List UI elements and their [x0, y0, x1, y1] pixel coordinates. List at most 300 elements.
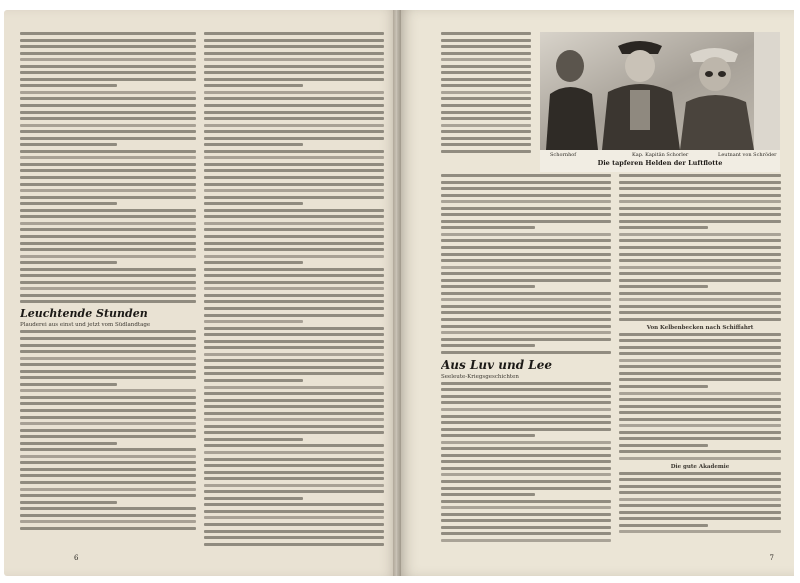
text-line [619, 333, 781, 336]
text-line [441, 331, 611, 334]
text-line [20, 376, 196, 379]
text-line [619, 233, 781, 236]
text-line [441, 246, 611, 249]
text-line [20, 383, 117, 386]
text-line [441, 526, 611, 529]
text-line [619, 511, 781, 514]
text-line [204, 431, 384, 434]
text-line [20, 189, 196, 192]
text-line [204, 536, 384, 539]
photo-caption-left: Schornhof [550, 152, 577, 158]
text-line [20, 78, 196, 81]
text-line [441, 124, 531, 127]
text-line [20, 435, 196, 438]
magazine-spread [4, 10, 794, 576]
text-line [20, 183, 196, 186]
text-line [20, 137, 196, 140]
text-line [619, 200, 781, 203]
text-line [20, 222, 196, 225]
text-line [441, 467, 611, 470]
text-line [619, 253, 781, 256]
text-line [20, 409, 196, 412]
text-line [20, 442, 117, 445]
text-line [441, 117, 531, 120]
text-line [20, 130, 196, 133]
text-line [619, 339, 781, 342]
photo-block [540, 32, 780, 172]
text-line [20, 255, 196, 258]
text-line [204, 294, 384, 297]
text-line [619, 385, 708, 388]
text-line [20, 65, 196, 68]
text-line [619, 187, 781, 190]
text-line [20, 287, 196, 290]
page-number-left: 6 [74, 554, 79, 562]
text-line [441, 65, 531, 68]
text-line [20, 169, 196, 172]
text-line [619, 359, 781, 362]
text-line [441, 279, 611, 282]
text-line [204, 471, 384, 474]
text-line [441, 460, 611, 463]
text-line [441, 78, 531, 81]
text-line [619, 372, 781, 375]
text-line [20, 300, 196, 303]
text-line [441, 52, 531, 55]
text-line [204, 117, 384, 120]
text-line [204, 516, 384, 519]
text-line [441, 519, 611, 522]
text-line [441, 285, 535, 288]
text-line [441, 45, 531, 48]
text-line [20, 344, 196, 347]
text-line [441, 130, 531, 133]
photo-caption-right: Leutnant von Schröder [718, 152, 777, 158]
text-line [619, 246, 781, 249]
text-line [20, 91, 196, 94]
text-line [619, 226, 708, 229]
left-page [4, 10, 397, 576]
text-line [204, 130, 384, 133]
text-line [204, 39, 384, 42]
text-line [204, 242, 384, 245]
left-page-column-2 [204, 32, 384, 549]
text-line [204, 386, 384, 389]
text-line [20, 501, 117, 504]
text-line [619, 392, 781, 395]
text-line [619, 266, 781, 269]
text-line [204, 451, 384, 454]
text-line [20, 156, 196, 159]
text-line [204, 503, 384, 506]
text-line [20, 337, 196, 340]
text-line [441, 311, 611, 314]
photo-caption-middle: Kap. Kapitän Schorler [632, 152, 689, 158]
right-page-column-2 [619, 174, 781, 537]
text-line [619, 311, 781, 314]
text-line [441, 338, 611, 341]
text-line [20, 97, 196, 100]
text-line [441, 39, 531, 42]
text-line [204, 189, 384, 192]
text-line [619, 398, 781, 401]
text-line [20, 143, 117, 146]
text-line [204, 202, 303, 205]
text-line [441, 272, 611, 275]
text-line [20, 448, 196, 451]
text-line [441, 325, 611, 328]
text-line [441, 305, 611, 308]
text-line [204, 97, 384, 100]
text-line [441, 318, 611, 321]
text-line [441, 487, 611, 490]
text-line [204, 392, 384, 395]
text-line [441, 421, 611, 424]
text-line [20, 163, 196, 166]
text-line [619, 220, 781, 223]
text-line [204, 477, 384, 480]
text-line [204, 143, 303, 146]
text-line [619, 365, 781, 368]
text-line [441, 32, 531, 35]
text-line [619, 491, 781, 494]
text-line [619, 285, 708, 288]
text-line [20, 422, 196, 425]
text-line [619, 478, 781, 481]
text-line [619, 431, 781, 434]
text-line [441, 428, 611, 431]
text-line [204, 458, 384, 461]
section-heading-1: Von Kelbenbecken nach Schiffahrt [646, 324, 754, 331]
text-line [619, 485, 781, 488]
text-line [204, 183, 384, 186]
text-line [204, 111, 384, 114]
text-line [204, 307, 384, 310]
text-line [20, 32, 196, 35]
text-line [441, 181, 611, 184]
text-line [441, 441, 611, 444]
text-line [20, 39, 196, 42]
text-line [20, 520, 196, 523]
right-page-column-1 [441, 174, 611, 545]
text-line [20, 228, 196, 231]
text-line [441, 150, 531, 153]
text-line [441, 473, 611, 476]
text-line [441, 298, 611, 301]
text-line [20, 527, 196, 530]
text-line [204, 163, 384, 166]
headline-subtitle: Plauderei aus einst und jetzt vom Südlandtage [20, 322, 151, 329]
text-line [20, 150, 196, 153]
text-line [619, 207, 781, 210]
text-line [204, 320, 303, 323]
text-line [441, 401, 611, 404]
page-number-right: 7 [769, 554, 774, 562]
text-line [204, 71, 384, 74]
text-line [20, 455, 196, 458]
text-line [619, 279, 781, 282]
text-line [204, 438, 303, 441]
text-line [619, 524, 708, 527]
text-line [619, 181, 781, 184]
text-line [204, 124, 384, 127]
headline-aus-luv-und-lee: Aus Luv und Lee [441, 357, 553, 372]
text-line [20, 215, 196, 218]
text-line [204, 340, 384, 343]
text-line [20, 389, 196, 392]
text-line [619, 259, 781, 262]
group-photograph [540, 32, 780, 150]
text-line [20, 402, 196, 405]
text-line [441, 253, 611, 256]
text-line [619, 418, 781, 421]
photo-title: Die tapferen Helden der Luftflotte [597, 159, 723, 167]
text-line [20, 294, 196, 297]
text-line [204, 425, 384, 428]
text-line [619, 411, 781, 414]
text-line [204, 222, 384, 225]
text-line [204, 484, 384, 487]
text-line [619, 450, 781, 453]
text-line [20, 396, 196, 399]
text-line [20, 124, 196, 127]
photograph-figures [540, 32, 780, 150]
text-line [204, 261, 303, 264]
text-line [204, 543, 384, 546]
text-line [441, 266, 611, 269]
text-line [20, 104, 196, 107]
text-line [20, 363, 196, 366]
text-line [204, 497, 303, 500]
text-line [619, 194, 781, 197]
text-line [619, 346, 781, 349]
text-line [441, 506, 611, 509]
text-line [20, 514, 196, 517]
text-line [20, 111, 196, 114]
text-line [619, 292, 781, 295]
headline-leuchtende-stunden: Leuchtende Stunden [20, 307, 148, 321]
text-line [441, 454, 611, 457]
text-line [441, 174, 611, 177]
text-line [441, 143, 531, 146]
text-line [20, 84, 117, 87]
text-line [20, 261, 117, 264]
text-line [619, 174, 781, 177]
text-line [441, 233, 611, 236]
text-line [204, 58, 384, 61]
text-line [441, 97, 531, 100]
text-line [204, 248, 384, 251]
text-line [204, 314, 384, 317]
text-line [204, 228, 384, 231]
text-line [441, 408, 611, 411]
text-line [441, 200, 611, 203]
text-line [204, 104, 384, 107]
text-line [204, 235, 384, 238]
text-line [619, 444, 708, 447]
text-line [204, 78, 384, 81]
text-line [441, 539, 611, 542]
text-line [441, 220, 611, 223]
text-line [441, 207, 611, 210]
text-line [619, 472, 781, 475]
text-line [20, 71, 196, 74]
text-line [204, 523, 384, 526]
text-line [20, 176, 196, 179]
text-line [441, 137, 531, 140]
text-line [619, 437, 781, 440]
text-line [20, 202, 117, 205]
text-line [204, 169, 384, 172]
section-heading-2: Die gute Akademie [670, 463, 730, 470]
text-line [441, 71, 531, 74]
text-line [20, 507, 196, 510]
text-line [441, 382, 611, 385]
text-line [441, 415, 611, 418]
book-gutter [393, 10, 401, 576]
text-line [20, 481, 196, 484]
text-line [204, 464, 384, 467]
text-line [619, 457, 781, 460]
text-line [619, 213, 781, 216]
text-line [441, 351, 611, 354]
text-line [204, 150, 384, 153]
text-line [204, 32, 384, 35]
text-line [204, 405, 384, 408]
text-line [20, 235, 196, 238]
text-line [20, 416, 196, 419]
text-line [204, 52, 384, 55]
text-line [441, 493, 535, 496]
text-line [619, 305, 781, 308]
text-line [619, 352, 781, 355]
text-line [20, 209, 196, 212]
text-line [441, 259, 611, 262]
text-line [20, 461, 196, 464]
text-line [441, 480, 611, 483]
text-line [204, 274, 384, 277]
text-line [441, 194, 611, 197]
text-line [619, 504, 781, 507]
text-line [619, 498, 781, 501]
headline-2-subtitle: Seeleute-Kriegsgeschichten [441, 373, 519, 380]
text-line [204, 65, 384, 68]
text-line [204, 327, 384, 330]
text-line [441, 91, 531, 94]
text-line [20, 52, 196, 55]
text-line [441, 111, 531, 114]
text-line [20, 488, 196, 491]
text-line [441, 395, 611, 398]
text-line [204, 281, 384, 284]
text-line [441, 513, 611, 516]
text-line [619, 298, 781, 301]
text-line [20, 281, 196, 284]
text-line [619, 318, 781, 321]
text-line [204, 490, 384, 493]
text-line [204, 196, 384, 199]
text-line [619, 424, 781, 427]
text-line [619, 530, 781, 533]
text-line [20, 268, 196, 271]
text-line [204, 346, 384, 349]
text-line [20, 370, 196, 373]
text-line [204, 359, 384, 362]
text-line [204, 268, 384, 271]
text-line [441, 434, 535, 437]
text-line [204, 209, 384, 212]
text-line [204, 156, 384, 159]
text-line [204, 215, 384, 218]
text-line [204, 372, 384, 375]
text-line [441, 213, 611, 216]
text-line [204, 84, 303, 87]
text-line [20, 350, 196, 353]
text-line [20, 429, 196, 432]
text-line [204, 333, 384, 336]
text-line [204, 510, 384, 513]
text-line [441, 292, 611, 295]
text-line [619, 239, 781, 242]
text-line [204, 255, 384, 258]
text-line [204, 530, 384, 533]
text-line [441, 388, 611, 391]
text-line [20, 274, 196, 277]
text-line [20, 494, 196, 497]
right-page-sidebar-column [441, 32, 531, 156]
text-line [619, 405, 781, 408]
text-line [441, 344, 535, 347]
text-line [204, 176, 384, 179]
text-line [619, 378, 781, 381]
left-page-column-1 [20, 32, 196, 533]
text-line [441, 187, 611, 190]
text-line [20, 357, 196, 360]
text-line [204, 418, 384, 421]
text-line [441, 239, 611, 242]
text-line [441, 84, 531, 87]
text-line [20, 242, 196, 245]
text-line [441, 447, 611, 450]
text-line [20, 45, 196, 48]
text-line [441, 58, 531, 61]
text-line [20, 117, 196, 120]
text-line [441, 500, 611, 503]
text-line [204, 444, 384, 447]
text-line [204, 45, 384, 48]
text-line [20, 474, 196, 477]
text-line [619, 272, 781, 275]
text-line [204, 287, 384, 290]
text-line [204, 379, 303, 382]
text-line [204, 91, 384, 94]
text-line [20, 58, 196, 61]
text-line [441, 104, 531, 107]
text-line [204, 137, 384, 140]
text-line [204, 300, 384, 303]
text-line [20, 196, 196, 199]
text-line [20, 468, 196, 471]
text-line [204, 399, 384, 402]
text-line [20, 248, 196, 251]
text-line [204, 412, 384, 415]
text-line [619, 517, 781, 520]
text-line [204, 353, 384, 356]
text-line [441, 532, 611, 535]
right-page [397, 10, 794, 576]
text-line [441, 226, 535, 229]
text-line [20, 330, 196, 333]
